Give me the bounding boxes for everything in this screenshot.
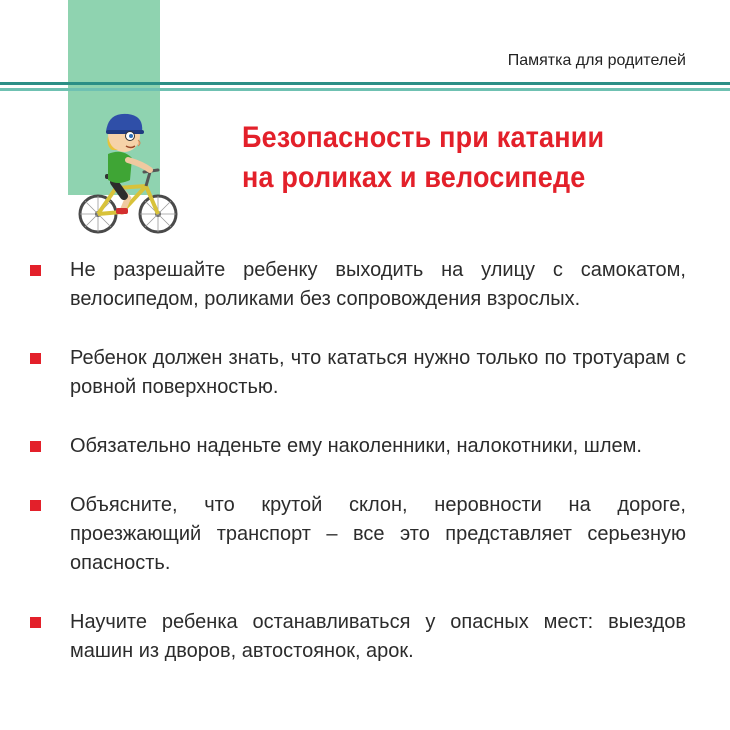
- header-label: Памятка для родителей: [507, 52, 686, 69]
- header-rule-bottom: [0, 88, 730, 91]
- red-square-bullet-icon: [30, 617, 41, 628]
- list-item-text: Не разрешайте ребенку выходить на улицу с самокатом, велосипедом, роликами без сопровождения взрослых.: [70, 259, 686, 310]
- red-square-bullet-icon: [30, 441, 41, 452]
- list-item-text: Научите ребенка останавливаться у опасных мест: выездов машин из дворов, автостоянок, арок.: [70, 611, 686, 662]
- list-item-text: Обязательно наденьте ему наколенники, налокотники, шлем.: [70, 435, 642, 457]
- list-item-text: Объясните, что крутой склон, неровности на дороге, проезжающий транспорт – все это представляет серьезную опасность.: [70, 494, 686, 574]
- title-line-1: Безопасность при катании: [242, 121, 605, 154]
- list-item: [30, 432, 686, 461]
- header-rule-top: [0, 82, 730, 85]
- list-item: [30, 344, 686, 402]
- child-on-bicycle-icon: [72, 106, 184, 238]
- list-item: [30, 608, 686, 666]
- title-line-2: на роликах и велосипеде: [242, 161, 586, 194]
- red-square-bullet-icon: [30, 353, 41, 364]
- safety-tips-list: [30, 256, 686, 696]
- red-square-bullet-icon: [30, 500, 41, 511]
- red-square-bullet-icon: [30, 265, 41, 276]
- list-item: [30, 491, 686, 578]
- list-item: [30, 256, 686, 314]
- page-title: [242, 118, 656, 198]
- list-item-text: Ребенок должен знать, что кататься нужно только по тротуарам с ровной поверхностью.: [70, 347, 686, 398]
